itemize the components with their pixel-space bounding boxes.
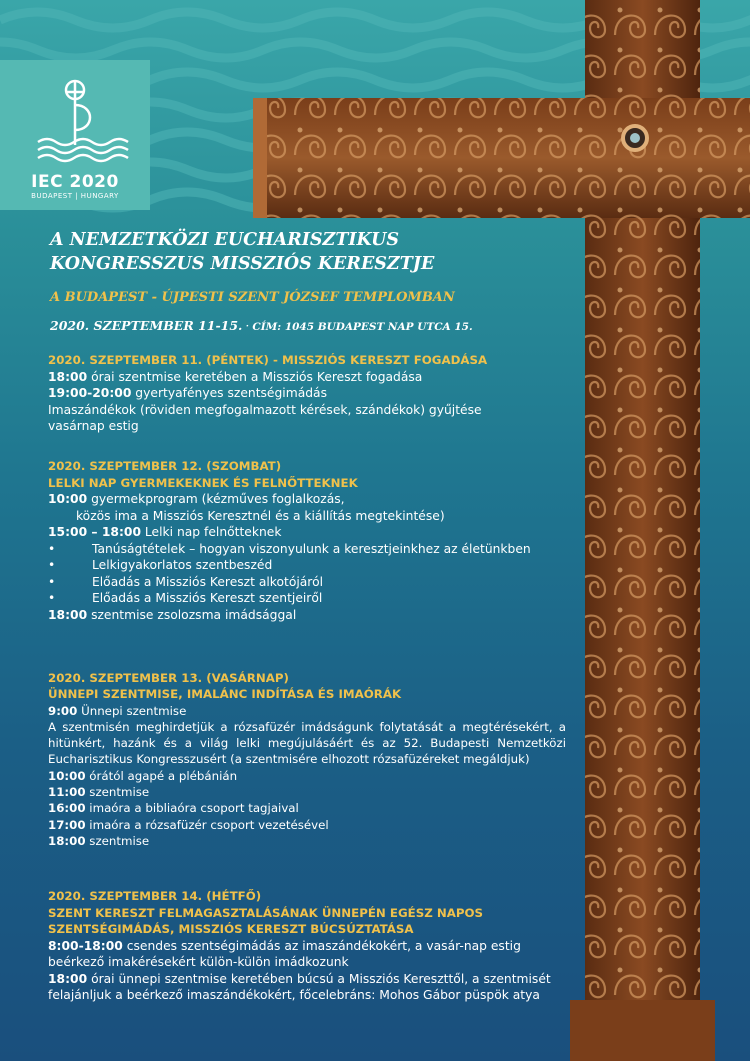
logo-city: BUDAPEST | HUNGARY	[31, 192, 119, 200]
day3-item-1: 9:00 Ünnepi szentmise	[48, 703, 187, 718]
event-date: 2020. SZEPTEMBER 11-15.	[50, 318, 243, 333]
day1-item-2: 19:00-20:00 gyertyafényes szentségimádás	[48, 386, 327, 400]
day2-heading-title: LELKI NAP GYERMEKEKNEK ÉS FELNŐTTEKNEK	[48, 475, 358, 490]
day3-paragraph: A szentmisén meghirdetjük a rózsafüzér imádságunk folytatását a megtérésekért, a hitünkért, hazánk és a világ lelki megújulásáért és az 52. Budapesti Nemzetközi Eucharisztikus Kongresszusért (a szentmisére elhozott rózsafüzéreket megáldjuk)	[48, 719, 566, 767]
day3-item-4: 16:00 imaóra a bibliaóra csoport tagjaival	[48, 801, 299, 816]
day3-section	[48, 670, 566, 849]
page-title	[50, 228, 490, 276]
day1-note: Imaszándékok (röviden megfogalmazott kérések, szándékok) gyűjtése vasárnap estig	[48, 402, 482, 433]
day2-item-3: 18:00 szentmise zsolozsma imádsággal	[48, 607, 297, 622]
day2-heading-date: 2020. SZEPTEMBER 12. (SZOMBAT)	[48, 459, 282, 473]
logo-year: IEC 2020	[31, 172, 119, 192]
day3-item-2: 10:00 órától agapé a plébánián	[48, 768, 238, 783]
day3-item-5: 17:00 imaóra a rózsafüzér csoport vezetésével	[48, 817, 329, 832]
day2-bullet-2: • Lelkigyakorlatos szentbeszéd	[48, 558, 273, 572]
title-line-1: A NEMZETKÖZI EUCHARISZTIKUS	[50, 230, 400, 250]
day2-item-1: 10:00 gyermekprogram (kézműves foglalkozás,	[48, 492, 345, 506]
eucharist-cross-icon	[0, 60, 150, 170]
separator: ·	[245, 318, 250, 333]
date-line	[50, 318, 473, 333]
day1-item-1: 18:00 órai szentmise keretében a Missziós Kereszt fogadása	[48, 369, 423, 384]
day2-bullet-1: • Tanúságtételek – hogyan viszonyulunk a keresztjeinkhez az életünkben	[48, 541, 531, 556]
day3-heading-title: ÜNNEPI SZENTMISE, IMALÁNC INDÍTÁSA ÉS IMAÓRÁK	[48, 687, 402, 702]
day2-section	[48, 458, 558, 623]
day4-heading-date: 2020. SZEPTEMBER 14. (HÉTFŐ)	[48, 889, 262, 903]
day2-item-2: 15:00 – 18:00 Lelki nap felnőtteknek	[48, 525, 282, 539]
day2-bullet-4: • Előadás a Missziós Kereszt szentjeiről	[48, 591, 323, 605]
day1-section	[48, 352, 548, 435]
day4-heading-title: SZENT KERESZT FELMAGASZTALÁSÁNAK ÜNNEPÉN EGÉSZ NAPOS SZENTSÉGIMÁDÁS, MISSZIÓS KERESZT BÚCSÚZTATÁSA	[48, 905, 484, 936]
day4-item-2: 18:00 órai ünnepi szentmise keretében búcsú a Missziós Kereszttől, a szentmisét felajánljuk a beérkező imaszándékokért, főcelebráns: Mohos Gábor püspök atya	[48, 971, 551, 1002]
day4-section	[48, 888, 556, 1004]
day3-heading-date: 2020. SZEPTEMBER 13. (VASÁRNAP)	[48, 671, 289, 685]
day2-bullet-3: • Előadás a Missziós Kereszt alkotójáról	[48, 574, 324, 589]
iec-logo	[0, 60, 150, 210]
subtitle: A BUDAPEST - ÚJPESTI SZENT JÓZSEF TEMPLOMBAN	[50, 290, 455, 305]
day3-item-3: 11:00 szentmise	[48, 785, 150, 800]
day4-item-1: 8:00-18:00 csendes szentségimádás az imaszándékokért, a vasár-nap estig beérkező imakérésekért külön-külön imádkozunk	[48, 938, 521, 969]
day1-heading: 2020. SZEPTEMBER 11. (PÉNTEK) - MISSZIÓS KERESZT FOGADÁSA	[48, 353, 488, 367]
title-line-2: KONGRESSZUS MISSZIÓS KERESZTJE	[50, 254, 435, 274]
day3-item-6: 18:00 szentmise	[48, 833, 150, 848]
event-address: CÍM: 1045 BUDAPEST NAP UTCA 15.	[252, 321, 473, 333]
day2-item-1-cont: közös ima a Missziós Keresztnél és a kiállítás megtekintése)	[76, 508, 445, 523]
